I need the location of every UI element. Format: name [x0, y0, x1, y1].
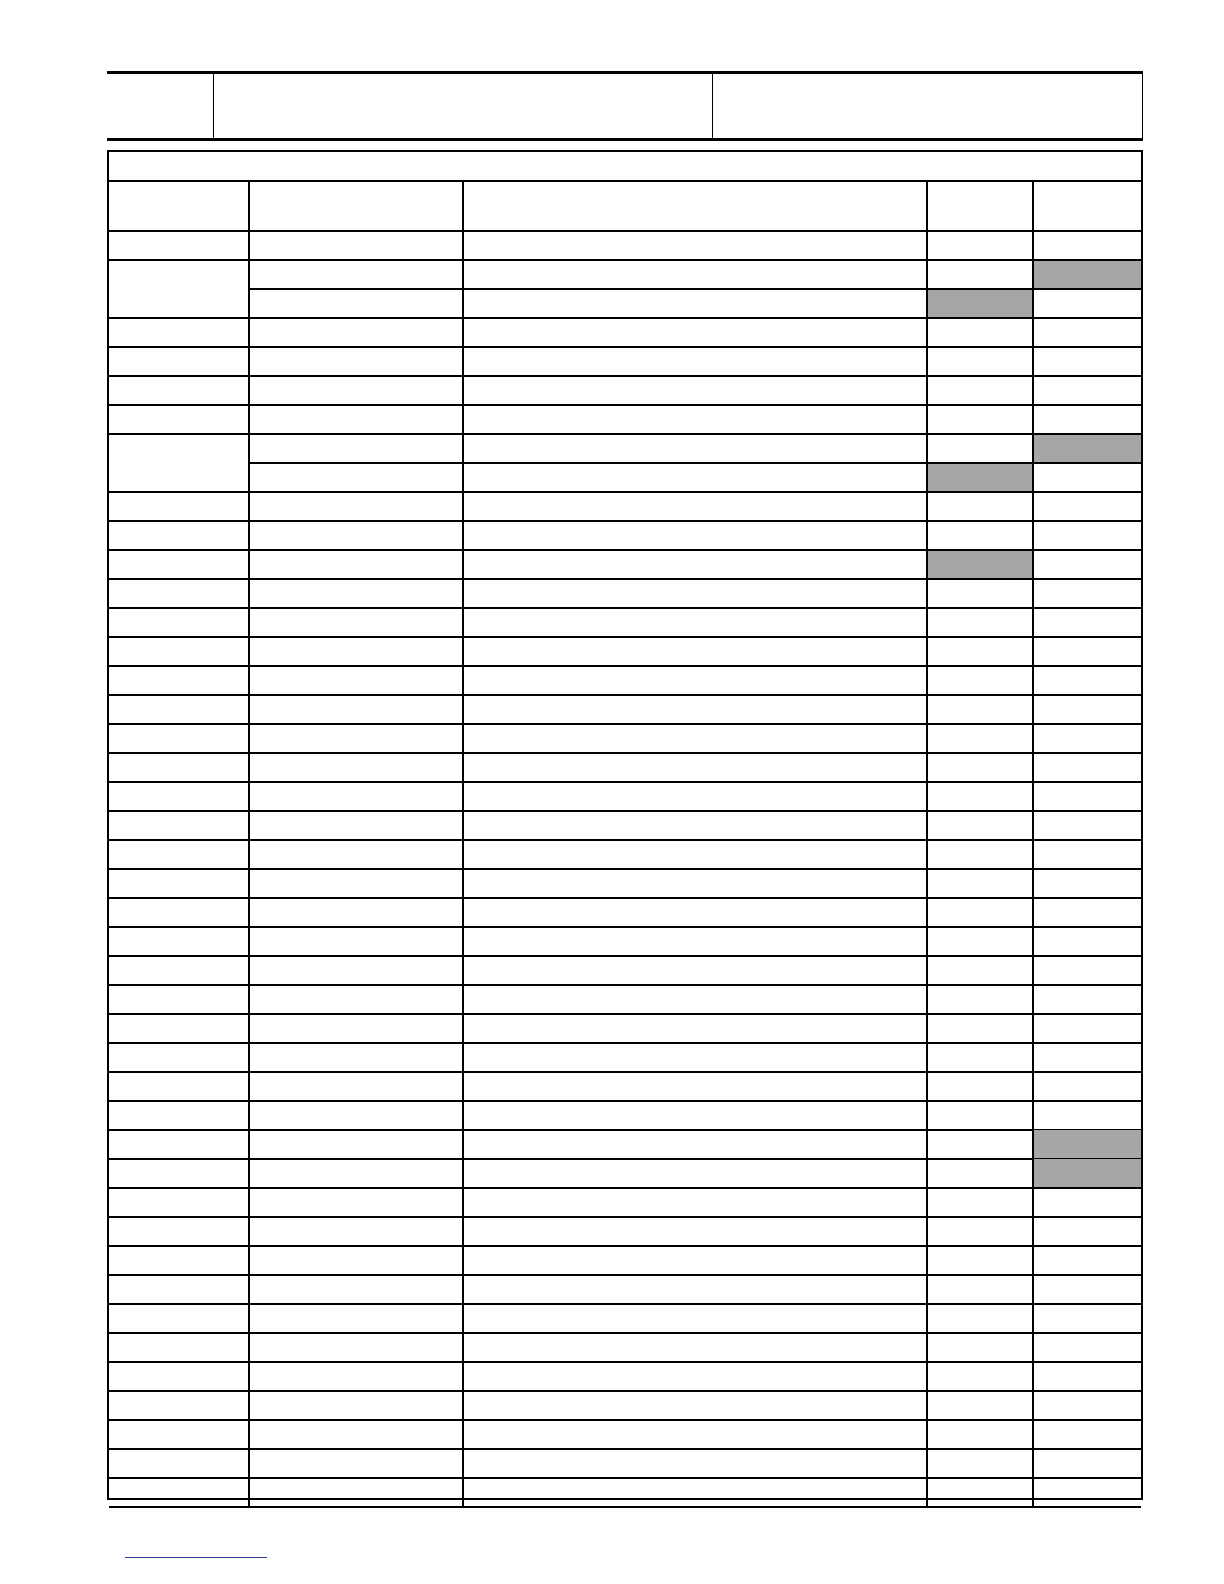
table-cell-r40-c5: [1034, 1362, 1141, 1391]
table-cell-r44-c5: [1034, 1478, 1141, 1507]
table-cell-r37-c2: [250, 1275, 464, 1304]
table-cell-r4-c3: [464, 319, 928, 348]
table-cell-r23-c4: [928, 870, 1034, 899]
table-cell-r33-c5: [1034, 1159, 1141, 1188]
table-cell-r44-c1: [109, 1478, 250, 1507]
table-cell-r3-c4: [928, 290, 1034, 319]
column-header-2: [250, 182, 464, 230]
table-cell-r44-c4: [928, 1478, 1034, 1507]
table-cell-r17-c5: [1034, 696, 1141, 725]
table-cell-r28-c5: [1034, 1014, 1141, 1043]
table-cell-r6-c5: [1034, 377, 1141, 406]
table-cell-r13-c3: [464, 580, 928, 609]
column-header-4: [928, 182, 1034, 230]
table-cell-r35-c1: [109, 1217, 250, 1246]
table-cell-r29-c2: [250, 1043, 464, 1072]
table-cell-r18-c3: [464, 725, 928, 754]
table-cell-r8-c3: [464, 435, 928, 464]
table-cell-r24-c1: [109, 899, 250, 928]
table-cell-r33-c3: [464, 1159, 928, 1188]
table-cell-r5-c4: [928, 348, 1034, 377]
table-cell-r10-c3: [464, 493, 928, 522]
table-cell-r27-c5: [1034, 985, 1141, 1014]
table-cell-r35-c3: [464, 1217, 928, 1246]
table-cell-r39-c1: [109, 1333, 250, 1362]
table-cell-r18-c1: [109, 725, 250, 754]
table-cell-r7-c4: [928, 406, 1034, 435]
table-cell-r5-c5: [1034, 348, 1141, 377]
table-cell-r10-c2: [250, 493, 464, 522]
table-cell-r31-c5: [1034, 1101, 1141, 1130]
table-cell-r1-c1: [109, 232, 250, 261]
table-cell-r9-c4: [928, 464, 1034, 493]
table-cell-r26-c5: [1034, 957, 1141, 986]
table-cell-r4-c4: [928, 319, 1034, 348]
table-cell-r29-c3: [464, 1043, 928, 1072]
table-cell-r18-c2: [250, 725, 464, 754]
table-cell-r5-c1: [109, 348, 250, 377]
table-cell-r26-c4: [928, 957, 1034, 986]
table-cell-r21-c2: [250, 812, 464, 841]
table-cell-r7-c1: [109, 406, 250, 435]
table-cell-r43-c3: [464, 1449, 928, 1478]
table-cell-r8-c2: [250, 435, 464, 464]
table-cell-r33-c1: [109, 1159, 250, 1188]
table-cell-r20-c1: [109, 783, 250, 812]
table-column-header: [109, 182, 1141, 232]
table-cell-r22-c4: [928, 841, 1034, 870]
table-cell-r8-c4: [928, 435, 1034, 464]
table-cell-r29-c1: [109, 1043, 250, 1072]
table-cell-r42-c5: [1034, 1420, 1141, 1449]
table-cell-r26-c2: [250, 957, 464, 986]
table-cell-r14-c1: [109, 609, 250, 638]
table-cell-r9-c3: [464, 464, 928, 493]
table-cell-r36-c1: [109, 1246, 250, 1275]
table-cell-r11-c5: [1034, 522, 1141, 551]
table-cell-r40-c4: [928, 1362, 1034, 1391]
header-cell-left: [107, 74, 214, 138]
table-cell-r41-c4: [928, 1391, 1034, 1420]
table-cell-r6-c1: [109, 377, 250, 406]
table-cell-r20-c4: [928, 783, 1034, 812]
table-cell-r35-c2: [250, 1217, 464, 1246]
table-cell-r26-c1: [109, 957, 250, 986]
table-cell-r31-c1: [109, 1101, 250, 1130]
table-cell-r23-c3: [464, 870, 928, 899]
column-header-5: [1034, 182, 1141, 230]
table-cell-r42-c3: [464, 1420, 928, 1449]
table-cell-r13-c5: [1034, 580, 1141, 609]
table-cell-r24-c5: [1034, 899, 1141, 928]
table-cell-r36-c5: [1034, 1246, 1141, 1275]
table-cell-r3-c5: [1034, 290, 1141, 319]
table-cell-r2-c2: [250, 261, 464, 290]
table-cell-r2-c4: [928, 261, 1034, 290]
table-cell-r14-c2: [250, 609, 464, 638]
table-cell-r38-c2: [250, 1304, 464, 1333]
table-cell-r30-c5: [1034, 1072, 1141, 1101]
table-cell-r39-c2: [250, 1333, 464, 1362]
table-cell-r20-c3: [464, 783, 928, 812]
table-cell-r18-c5: [1034, 725, 1141, 754]
table-cell-r6-c3: [464, 377, 928, 406]
table-cell-r2-c1: [109, 261, 250, 319]
table-cell-r12-c2: [250, 551, 464, 580]
table-cell-r21-c1: [109, 812, 250, 841]
table-cell-r30-c4: [928, 1072, 1034, 1101]
table-cell-r4-c2: [250, 319, 464, 348]
table-cell-r42-c2: [250, 1420, 464, 1449]
table-cell-r15-c5: [1034, 638, 1141, 667]
table-cell-r34-c5: [1034, 1188, 1141, 1217]
table-cell-r32-c3: [464, 1130, 928, 1159]
table-title: [109, 152, 1141, 182]
table-cell-r4-c1: [109, 319, 250, 348]
table-cell-r37-c4: [928, 1275, 1034, 1304]
table-cell-r7-c3: [464, 406, 928, 435]
table-cell-r19-c1: [109, 754, 250, 783]
column-header-3: [464, 182, 928, 230]
table-cell-r20-c2: [250, 783, 464, 812]
table-cell-r32-c4: [928, 1130, 1034, 1159]
table-cell-r11-c1: [109, 522, 250, 551]
table-cell-r26-c3: [464, 957, 928, 986]
table-cell-r2-c5: [1034, 261, 1141, 290]
table-cell-r25-c1: [109, 928, 250, 957]
table-cell-r15-c2: [250, 638, 464, 667]
table-cell-r13-c4: [928, 580, 1034, 609]
table-cell-r5-c2: [250, 348, 464, 377]
table-cell-r35-c4: [928, 1217, 1034, 1246]
table-cell-r7-c2: [250, 406, 464, 435]
table-cell-r21-c4: [928, 812, 1034, 841]
table-cell-r4-c5: [1034, 319, 1141, 348]
table-cell-r24-c2: [250, 899, 464, 928]
table-cell-r40-c2: [250, 1362, 464, 1391]
table-cell-r36-c4: [928, 1246, 1034, 1275]
table-cell-r39-c5: [1034, 1333, 1141, 1362]
table-cell-r30-c2: [250, 1072, 464, 1101]
table-cell-r27-c3: [464, 985, 928, 1014]
table-cell-r22-c3: [464, 841, 928, 870]
table-cell-r38-c1: [109, 1304, 250, 1333]
table-cell-r25-c5: [1034, 928, 1141, 957]
table-cell-r28-c4: [928, 1014, 1034, 1043]
table-cell-r41-c5: [1034, 1391, 1141, 1420]
table-cell-r31-c3: [464, 1101, 928, 1130]
table-cell-r30-c3: [464, 1072, 928, 1101]
table-cell-r3-c3: [464, 290, 928, 319]
table-cell-r32-c2: [250, 1130, 464, 1159]
table-cell-r31-c2: [250, 1101, 464, 1130]
table-cell-r43-c4: [928, 1449, 1034, 1478]
table-cell-r10-c1: [109, 493, 250, 522]
table-cell-r10-c4: [928, 493, 1034, 522]
table-cell-r34-c3: [464, 1188, 928, 1217]
table-cell-r1-c5: [1034, 232, 1141, 261]
table-cell-r8-c5: [1034, 435, 1141, 464]
table-cell-r15-c4: [928, 638, 1034, 667]
header-cell-right: [713, 74, 1143, 138]
table-cell-r38-c3: [464, 1304, 928, 1333]
table-cell-r13-c2: [250, 580, 464, 609]
table-cell-r19-c3: [464, 754, 928, 783]
table-cell-r19-c5: [1034, 754, 1141, 783]
table-cell-r28-c1: [109, 1014, 250, 1043]
table-cell-r16-c4: [928, 667, 1034, 696]
footer-link-underline[interactable]: [125, 1557, 267, 1558]
table-cell-r38-c5: [1034, 1304, 1141, 1333]
table-cell-r35-c5: [1034, 1217, 1141, 1246]
table-cell-r2-c3: [464, 261, 928, 290]
table-cell-r22-c1: [109, 841, 250, 870]
table-cell-r33-c2: [250, 1159, 464, 1188]
table-cell-r31-c4: [928, 1101, 1034, 1130]
table-cell-r12-c4: [928, 551, 1034, 580]
table-cell-r34-c1: [109, 1188, 250, 1217]
column-header-1: [109, 182, 250, 230]
table-cell-r28-c3: [464, 1014, 928, 1043]
table-cell-r16-c3: [464, 667, 928, 696]
table-cell-r16-c2: [250, 667, 464, 696]
table-cell-r36-c3: [464, 1246, 928, 1275]
table-cell-r21-c5: [1034, 812, 1141, 841]
table-cell-r34-c4: [928, 1188, 1034, 1217]
table-cell-r24-c3: [464, 899, 928, 928]
table-cell-r13-c1: [109, 580, 250, 609]
table-cell-r41-c3: [464, 1391, 928, 1420]
table-cell-r40-c3: [464, 1362, 928, 1391]
table-cell-r11-c2: [250, 522, 464, 551]
table-cell-r41-c2: [250, 1391, 464, 1420]
table-cell-r36-c2: [250, 1246, 464, 1275]
table-cell-r30-c1: [109, 1072, 250, 1101]
table-cell-r41-c1: [109, 1391, 250, 1420]
table-cell-r33-c4: [928, 1159, 1034, 1188]
table-cell-r20-c5: [1034, 783, 1141, 812]
table-cell-r15-c1: [109, 638, 250, 667]
table-cell-r19-c4: [928, 754, 1034, 783]
table-cell-r16-c5: [1034, 667, 1141, 696]
table-cell-r12-c3: [464, 551, 928, 580]
form-table: [107, 150, 1143, 1500]
table-cell-r14-c3: [464, 609, 928, 638]
table-cell-r17-c2: [250, 696, 464, 725]
table-cell-r5-c3: [464, 348, 928, 377]
table-cell-r27-c1: [109, 985, 250, 1014]
header-cell-middle: [214, 74, 713, 138]
table-cell-r6-c4: [928, 377, 1034, 406]
table-cell-r23-c5: [1034, 870, 1141, 899]
table-cell-r37-c3: [464, 1275, 928, 1304]
table-cell-r25-c2: [250, 928, 464, 957]
table-cell-r18-c4: [928, 725, 1034, 754]
table-cell-r15-c3: [464, 638, 928, 667]
table-cell-r39-c4: [928, 1333, 1034, 1362]
table-cell-r21-c3: [464, 812, 928, 841]
table-cell-r14-c4: [928, 609, 1034, 638]
table-cell-r1-c3: [464, 232, 928, 261]
table-cell-r27-c4: [928, 985, 1034, 1014]
table-cell-r43-c2: [250, 1449, 464, 1478]
table-cell-r25-c4: [928, 928, 1034, 957]
table-cell-r44-c2: [250, 1478, 464, 1507]
table-cell-r34-c2: [250, 1188, 464, 1217]
table-cell-r11-c4: [928, 522, 1034, 551]
document-header: [107, 71, 1143, 141]
table-cell-r32-c5: [1034, 1130, 1141, 1159]
table-cell-r25-c3: [464, 928, 928, 957]
table-cell-r37-c5: [1034, 1275, 1141, 1304]
table-cell-r3-c2: [250, 290, 464, 319]
table-cell-r14-c5: [1034, 609, 1141, 638]
table-cell-r11-c3: [464, 522, 928, 551]
table-cell-r17-c4: [928, 696, 1034, 725]
table-cell-r29-c4: [928, 1043, 1034, 1072]
table-cell-r9-c2: [250, 464, 464, 493]
table-cell-r22-c5: [1034, 841, 1141, 870]
table-cell-r7-c5: [1034, 406, 1141, 435]
table-cell-r43-c5: [1034, 1449, 1141, 1478]
table-cell-r24-c4: [928, 899, 1034, 928]
table-cell-r40-c1: [109, 1362, 250, 1391]
table-cell-r44-c3: [464, 1478, 928, 1507]
table-cell-r42-c4: [928, 1420, 1034, 1449]
table-cell-r16-c1: [109, 667, 250, 696]
table-cell-r8-c1: [109, 435, 250, 493]
table-cell-r42-c1: [109, 1420, 250, 1449]
table-cell-r39-c3: [464, 1333, 928, 1362]
table-cell-r12-c5: [1034, 551, 1141, 580]
table-cell-r10-c5: [1034, 493, 1141, 522]
table-cell-r6-c2: [250, 377, 464, 406]
table-cell-r27-c2: [250, 985, 464, 1014]
table-cell-r1-c2: [250, 232, 464, 261]
table-cell-r32-c1: [109, 1130, 250, 1159]
table-cell-r17-c1: [109, 696, 250, 725]
table-cell-r9-c5: [1034, 464, 1141, 493]
table-cell-r17-c3: [464, 696, 928, 725]
table-cell-r22-c2: [250, 841, 464, 870]
table-cell-r29-c5: [1034, 1043, 1141, 1072]
table-cell-r23-c1: [109, 870, 250, 899]
table-cell-r38-c4: [928, 1304, 1034, 1333]
table-cell-r23-c2: [250, 870, 464, 899]
table-cell-r12-c1: [109, 551, 250, 580]
table-cell-r19-c2: [250, 754, 464, 783]
table-cell-r28-c2: [250, 1014, 464, 1043]
table-cell-r43-c1: [109, 1449, 250, 1478]
table-cell-r37-c1: [109, 1275, 250, 1304]
table-cell-r1-c4: [928, 232, 1034, 261]
